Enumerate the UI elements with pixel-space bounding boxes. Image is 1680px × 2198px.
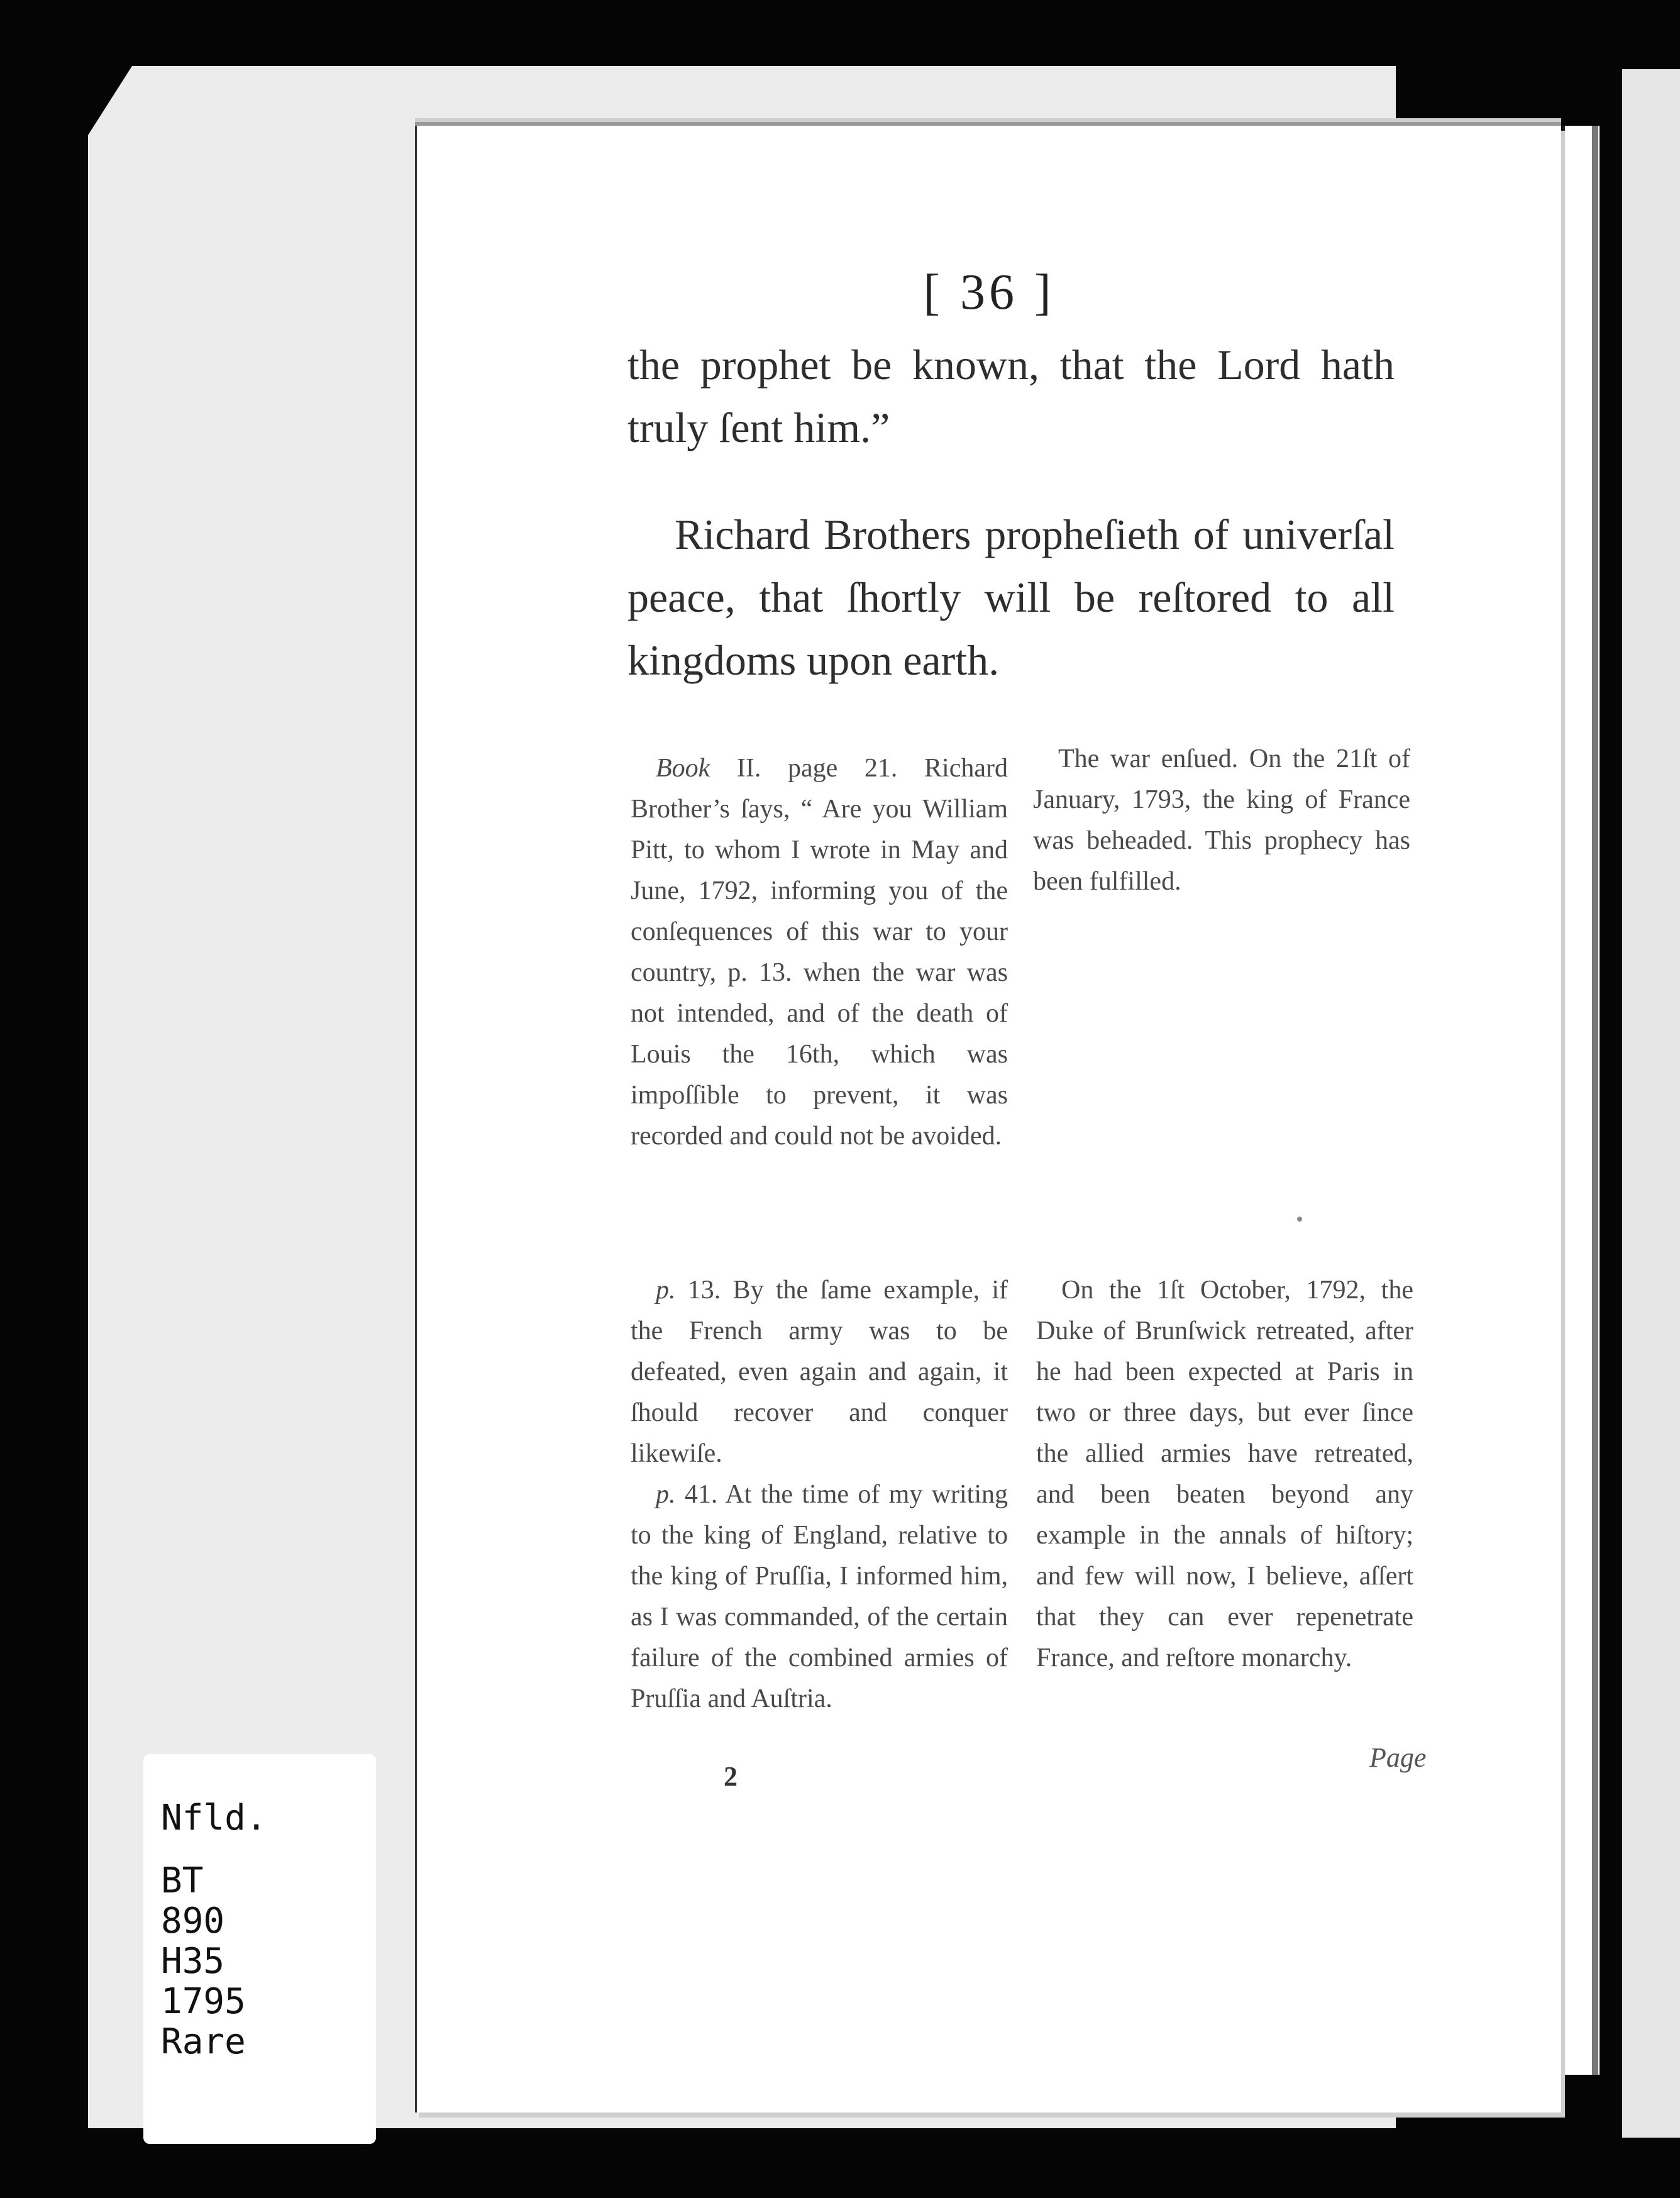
- quote-continuation: the prophet be known, that the Lord hath truly ſent him.”: [627, 341, 1395, 451]
- main-paragraph: Richard Brothers propheſieth of univerſal peace, that ſhortly will be reſtored to all kingdoms upon earth.: [627, 511, 1395, 684]
- column-left-block-1: [631, 748, 1008, 1157]
- column-left-text-1: II. page 21. Richard Brother’s ſays, “ Are you William Pitt, to whom I wrote in May and June, 1792, informing you of the conſequences of this war to your country, p. 13. when the war was not intended, and of the death of Louis the 16th, which was impoſſible to prevent, it was recorded and could not be avoided.: [631, 754, 1008, 1151]
- call-label-location: Nfld.: [161, 1798, 267, 1838]
- library-call-label: [143, 1754, 376, 2144]
- mount-edge-right: [1622, 69, 1680, 2138]
- catchword: Page: [1369, 1742, 1427, 1773]
- column-left-text-2: 13. By the ſame example, if the French army was to be defeated, even again and again, it ſhould recover and conquer likewiſe.: [631, 1276, 1008, 1468]
- column-right-block-1: The war enſued. On the 21ſt of January, 1793, the king of France was beheaded. This prophecy has been fulfilled.: [1033, 744, 1410, 896]
- page-number: [ 36 ]: [923, 265, 1055, 320]
- column-left-block-2: [631, 1270, 1008, 1720]
- column-right-block-2: On the 1ſt October, 1792, the Duke of Brunſwick retreated, after he had been expected at Paris in two or three days, but ever ſince the allied armies have retreated, and been beaten beyond any example in the annals of hiſtory; and few will now, I believe, aſſert that they can ever repenetrate France, and reſtore monarchy.: [1036, 1276, 1413, 1672]
- page-reference: p.: [656, 1480, 676, 1509]
- column-left-text-3: 41. At the time of my writing to the king of England, relative to the king of Pruſſia, I informed him, as I was commanded, of the certain failure of the combined armies of Pruſſia and Auſtria.: [631, 1480, 1009, 1713]
- signature-mark: 2: [724, 1761, 738, 1792]
- book-page: [415, 126, 1561, 2112]
- facing-page-gutter: [1592, 126, 1598, 2075]
- book-reference: Book: [656, 754, 710, 783]
- ink-speck: [1297, 1217, 1302, 1222]
- call-number: BT 890 H35 1795 Rare: [161, 1860, 246, 2062]
- page-reference: p.: [656, 1276, 676, 1305]
